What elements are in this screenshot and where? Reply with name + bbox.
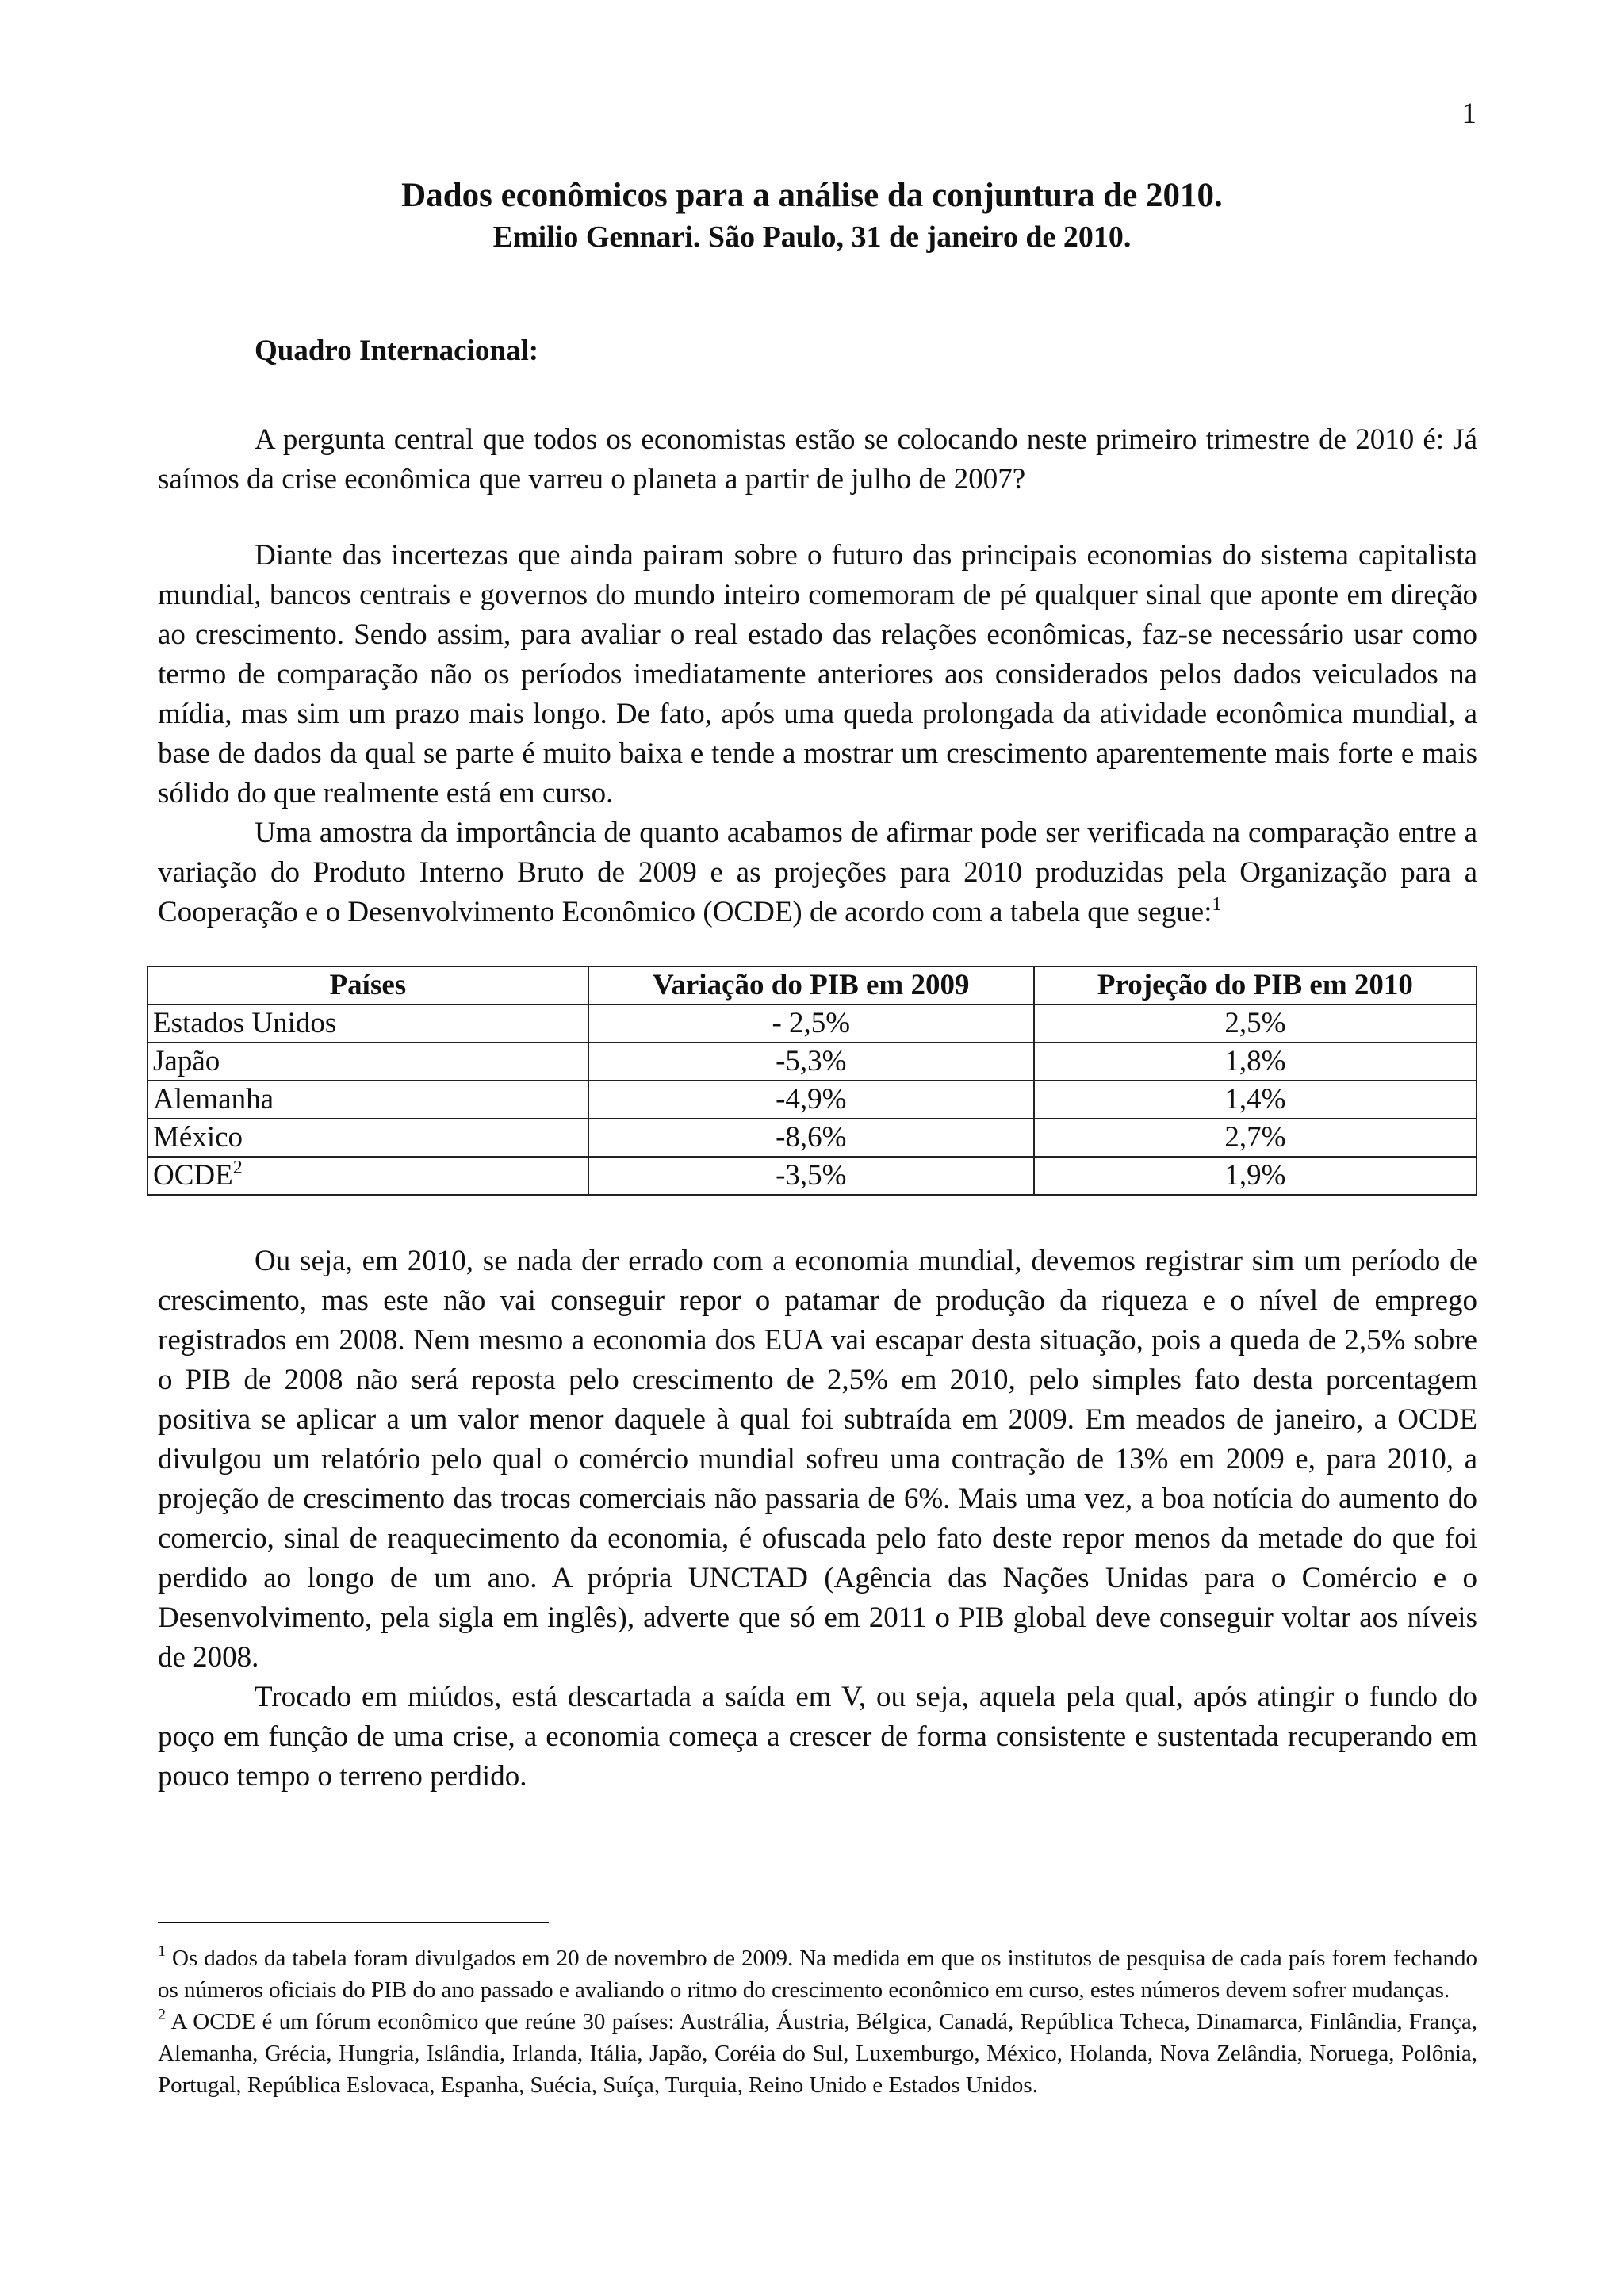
footnote-mark: 1 xyxy=(158,1942,166,1960)
footnote-text: A OCDE é um fórum econômico que reúne 30 países: Austrália, Áustria, Bélgica, Canadá, República Tcheca, Dinamarca, Finlândia, França, Alemanha, Grécia, Hungria, Islândia, Irlanda, Itália, Japão, Coréia do Sul, Luxemburgo, México, Holanda, Nova Zelândia, Noruega, Polônia, Portugal, República Eslovaca, Espanha, Suécia, Suíça, Turquia, Reino Unido e Estados Unidos. xyxy=(158,2009,1477,2098)
paragraph-4: Ou seja, em 2010, se nada der errado com a economia mundial, devemos registrar sim um período de crescimento, mas este não vai conseguir repor o patamar de produção da riqueza e o nível de emprego registrados em 2008. Nem mesmo a economia dos EUA vai escapar desta situação, pois a queda de 2,5% sobre o PIB de 2008 não será reposta pelo crescimento de 2,5% em 2010, pelo simples fato desta porcentagem positiva se aplicar a um valor menor daquele à qual foi subtraída em 2009. Em meados de janeiro, a OCDE divulgou um relatório pelo qual o comércio mundial sofreu uma contração de 13% em 2009 e, para 2010, a projeção de crescimento das trocas comerciais não passaria de 6%. Mais uma vez, a boa notícia do aumento do comercio, sinal de reaquecimento da economia, é ofuscada pelo fato deste repor menos da metade do que foi perdido ao longo de um ano. A própria UNCTAD (Agência das Nações Unidas para o Comércio e o Desenvolvimento, pela sigla em inglês), adverte que só em 2011 o PIB global deve conseguir voltar aos níveis de 2008. xyxy=(158,1245,1477,1674)
gdp-2009-cell: -4,9% xyxy=(588,1081,1034,1119)
country-name: Estados Unidos xyxy=(153,1007,337,1039)
footnote-ref-1: 1 xyxy=(1212,894,1222,915)
gdp-2010-cell: 2,5% xyxy=(1034,1004,1477,1043)
footnote-mark: 2 xyxy=(158,2006,166,2023)
page-number: 1 xyxy=(1461,98,1477,130)
footnote-ref-2: 2 xyxy=(232,1158,243,1178)
title-block xyxy=(147,174,1477,257)
gdp-2009-cell: -8,6% xyxy=(588,1119,1034,1157)
gdp-2010-cell: 1,8% xyxy=(1034,1043,1477,1081)
footnote-divider xyxy=(158,1922,549,1923)
country-name: México xyxy=(153,1121,243,1154)
gdp-2009-cell: - 2,5% xyxy=(588,1004,1034,1043)
document-body xyxy=(153,331,1477,1797)
document-title: Dados econômicos para a análise da conjuntura de 2010. xyxy=(401,177,1223,214)
table-row xyxy=(147,1157,1477,1195)
paragraph-2: Diante das incertezas que ainda pairam sobre o futuro das principais economias do sistema capitalista mundial, bancos centrais e governos do mundo inteiro comemoram de pé qualquer sinal que aponte em direção ao crescimento. Sendo assim, para avaliar o real estado das relações econômicas, faz-se necessário usar como termo de comparação não os períodos imediatamente anteriores aos considerados pelos dados veiculados na mídia, mas sim um prazo mais longo. De fato, após uma queda prolongada da atividade econômica mundial, a base de dados da qual se parte é muito baixa e tende a mostrar um crescimento aparentemente mais forte e mais sólido do que realmente está em curso. xyxy=(158,539,1477,809)
paragraph-5: Trocado em miúdos, está descartada a saída em V, ou seja, aquela pela qual, após atingir o fundo do poço em função de uma crise, a economia começa a crescer de forma consistente e sustentada recuperando em pouco tempo o terreno perdido. xyxy=(158,1681,1477,1793)
country-cell xyxy=(147,1004,588,1043)
country-cell xyxy=(147,1043,588,1081)
country-name: Japão xyxy=(153,1045,220,1077)
table-row xyxy=(147,1004,1477,1043)
paragraph-1: A pergunta central que todos os economistas estão se colocando neste primeiro trimestre de 2010 é: Já saímos da crise econômica que varreu o planeta a partir de julho de 2007? xyxy=(158,423,1477,496)
section-heading: Quadro Internacional: xyxy=(255,335,539,367)
gdp-2010-cell: 2,7% xyxy=(1034,1119,1477,1157)
country-name: Alemanha xyxy=(153,1083,274,1115)
table-row xyxy=(147,1043,1477,1081)
gdp-table xyxy=(147,966,1477,1196)
country-cell xyxy=(147,1081,588,1119)
country-cell xyxy=(147,1157,588,1195)
paragraph-3 xyxy=(158,813,1477,932)
gdp-2010-cell: 1,9% xyxy=(1034,1157,1477,1195)
gdp-2009-cell: -5,3% xyxy=(588,1043,1034,1081)
footnote-1 xyxy=(158,1942,1477,2006)
table-row xyxy=(147,1119,1477,1157)
header-gdp-2010: Projeção do PIB em 2010 xyxy=(1034,966,1477,1004)
gdp-2010-cell: 1,4% xyxy=(1034,1081,1477,1119)
footnotes xyxy=(158,1942,1477,2101)
gdp-2009-cell: -3,5% xyxy=(588,1157,1034,1195)
footnote-2 xyxy=(158,2006,1477,2101)
footnote-text: Os dados da tabela foram divulgados em 20 de novembro de 2009. Na medida em que os institutos de pesquisa de cada país forem fechando os números oficiais do PIB do ano passado e avaliando o ritmo do crescimento econômico em curso, estes números devem sofrer mudanças. xyxy=(158,1946,1478,2003)
document-subtitle: Emilio Gennari. São Paulo, 31 de janeiro de 2010. xyxy=(492,220,1132,254)
table-header-row xyxy=(147,966,1477,1004)
table-row xyxy=(147,1081,1477,1119)
country-name: OCDE xyxy=(153,1159,233,1192)
country-cell xyxy=(147,1119,588,1157)
header-gdp-2009: Variação do PIB em 2009 xyxy=(588,966,1034,1004)
paragraph-3-text: Uma amostra da importância de quanto acabamos de afirmar pode ser verificada na comparação entre a variação do Produto Interno Bruto de 2009 e as projeções para 2010 produzidas pela Organização para a Cooperação e o Desenvolvimento Econômico (OCDE) de acordo com a tabela que segue: xyxy=(158,817,1477,928)
header-countries: Países xyxy=(147,966,588,1004)
